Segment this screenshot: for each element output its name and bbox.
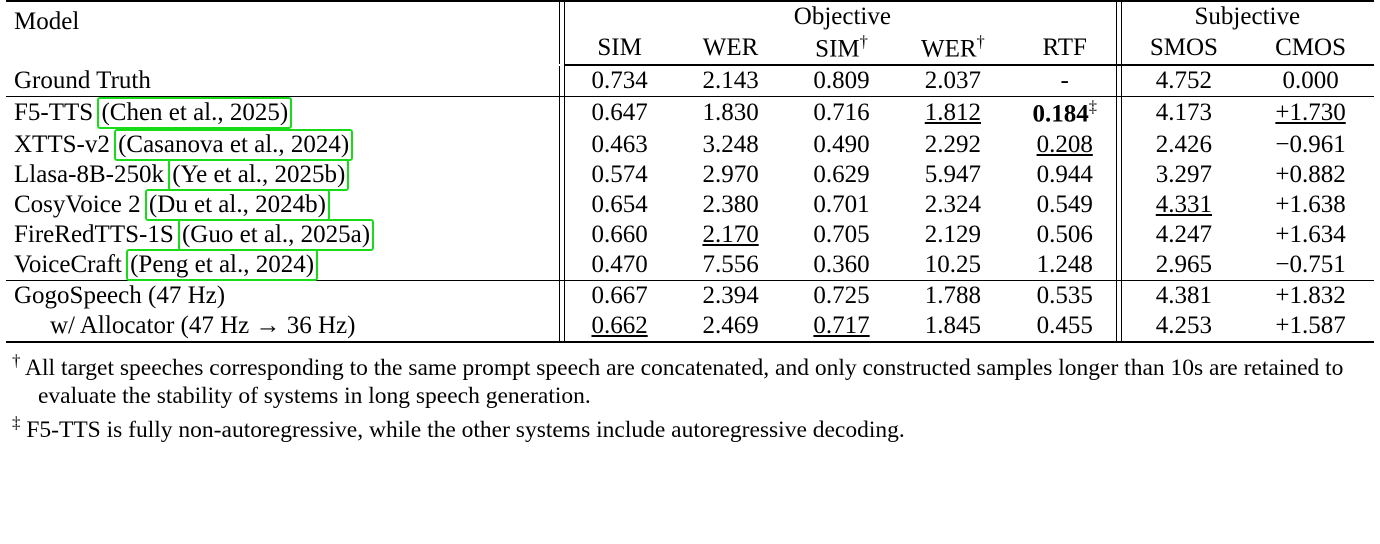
ddagger-icon: ‡ [1088,97,1097,117]
model-name: VoiceCraft (Peng et al., 2024) [6,250,564,281]
cell-wer-dagger: 1.845 [897,311,1009,342]
cell-sim-dagger: 0.725 [813,281,870,309]
cell-sim-dagger: 0.705 [813,220,870,248]
dagger-icon: † [976,32,985,51]
cell-cmos: +1.832 [1275,281,1346,309]
cell-wer: 3.248 [702,130,759,158]
header-subjective: Subjective [1121,1,1374,32]
cell-smos: 4.752 [1121,65,1248,97]
cell-sim: 0.463 [564,130,675,160]
cell-rtf: 0.184‡ [1032,97,1097,128]
cell-sim: 0.647 [564,97,675,130]
table-row-cosyvoice-2 [6,190,1374,220]
cell-rtf: 0.208 [1036,130,1093,158]
table-row-voicecraft [6,250,1374,281]
cell-wer: 2.970 [702,160,759,188]
cell-wer: 2.170 [702,220,759,248]
annotation-box-citation: (Du et al., 2024b) [148,190,326,218]
cell-sim: 0.667 [564,280,675,311]
footnote-ddagger [12,413,1370,444]
cell-sim-dagger: 0.809 [786,65,897,97]
cell-sim: 0.654 [564,190,675,220]
footnote-text: F5-TTS is fully non-autoregressive, while the other systems include autoregressive decoding. [26,416,905,443]
cell-sim: 0.660 [564,220,675,250]
cell-smos: 4.331 [1121,190,1248,220]
cell-wer-dagger: 5.947 [924,160,982,188]
cell-cmos: +1.730 [1275,99,1346,127]
cell-wer: 1.830 [702,99,759,127]
cell-sim: 0.470 [564,250,675,281]
cell-sim-dagger: 0.490 [813,130,870,158]
header-sim-dagger: SIM† [786,32,897,65]
cell-wer-dagger: 1.788 [924,281,982,309]
cell-cmos: +1.638 [1275,190,1346,218]
cell-smos: 4.173 [1121,97,1248,130]
cell-sim-dagger: 0.701 [813,190,870,218]
cell-sim-dagger: 0.360 [786,250,897,281]
cell-rtf: 0.944 [1036,160,1093,188]
cell-wer-dagger: 1.812 [924,99,982,127]
header-objective: Objective [564,1,1121,32]
dagger-icon: † [859,32,868,51]
annotation-box-citation: (Chen et al., 2025) [101,99,289,127]
model-name: Llasa-8B-250k (Ye et al., 2025b) [14,160,346,188]
annotation-box-citation: (Peng et al., 2024) [130,250,315,278]
cell-smos: 2.426 [1121,130,1248,160]
dagger-icon: † [12,350,21,370]
model-name: GogoSpeech (47 Hz) [14,281,226,309]
model-name: F5-TTS (Chen et al., 2025) [14,99,289,127]
header-wer-dagger: WER† [897,32,1009,65]
cell-smos: 3.297 [1121,160,1248,190]
cell-rtf: 0.549 [1036,190,1093,218]
model-name: CosyVoice 2 (Du et al., 2024b) [14,190,326,218]
cell-wer-dagger: 2.324 [924,190,982,218]
header-smos: SMOS [1121,32,1248,65]
cell-smos: 4.253 [1121,311,1248,342]
cell-rtf: 0.506 [1036,220,1093,248]
cell-sim-dagger: 0.716 [813,99,870,127]
cell-sim-dagger: 0.717 [786,311,897,342]
cell-wer: 2.469 [675,311,786,342]
cell-cmos: −0.751 [1247,250,1374,281]
table-header-row-1 [6,1,1374,32]
cell-cmos: +1.587 [1247,311,1374,342]
header-model: Model [6,1,564,65]
model-name: XTTS-v2 (Casanova et al., 2024) [14,130,350,158]
model-name: FireRedTTS-1S (Guo et al., 2025a) [14,220,371,248]
header-wer: WER [675,32,786,65]
cell-cmos: +1.634 [1275,220,1346,248]
cell-wer: 2.380 [702,190,759,218]
table-row-xtts-v2 [6,130,1374,160]
cell-wer: 2.394 [702,281,759,309]
footnote-text: All target speeches corresponding to the same prompt speech are concatenated, and only constructed samples longer than 10s are retained to evaluate the stability of systems in long speech generation. [25,354,1344,410]
header-sim: SIM [564,32,675,65]
footnote-dagger [12,351,1370,411]
cell-wer-dagger: 2.037 [897,65,1009,97]
cell-wer: 2.143 [675,65,786,97]
cell-rtf: 1.248 [1009,250,1121,281]
cell-cmos: −0.961 [1275,130,1346,158]
annotation-box-citation: (Casanova et al., 2024) [118,130,350,158]
cell-rtf: - [1009,65,1121,97]
cell-wer-dagger: 10.25 [897,250,1009,281]
cell-wer-dagger: 2.129 [924,220,982,248]
table-footnotes [6,351,1374,445]
cell-wer: 7.556 [675,250,786,281]
ddagger-icon: ‡ [12,412,21,432]
cell-cmos: 0.000 [1247,65,1374,97]
table-row-allocator [6,311,1374,342]
table-row-gogospeech [6,280,1374,311]
cell-smos: 2.965 [1121,250,1248,281]
cell-rtf: 0.535 [1036,281,1093,309]
cell-rtf: 0.455 [1009,311,1121,342]
header-rtf: RTF [1009,32,1121,65]
cell-sim-dagger: 0.629 [813,160,870,188]
cell-wer-dagger: 2.292 [924,130,982,158]
cell-smos: 4.247 [1121,220,1248,250]
header-cmos: CMOS [1247,32,1374,65]
table-row-llasa-8b-250k [6,160,1374,190]
cell-cmos: +0.882 [1275,160,1346,188]
table-row-fireredtts-1s [6,220,1374,250]
table-row-ground-truth [6,65,1374,97]
results-table [6,0,1374,343]
cell-sim: 0.734 [564,65,675,97]
cell-smos: 4.381 [1121,280,1248,311]
annotation-box-citation: (Ye et al., 2025b) [172,160,346,188]
cell-sim: 0.574 [564,160,675,190]
table-row-f5-tts [6,97,1374,130]
model-name: Ground Truth [6,65,564,97]
annotation-box-citation: (Guo et al., 2025a) [181,220,371,248]
model-name: w/ Allocator (47 Hz → 36 Hz) [6,311,564,342]
cell-sim: 0.662 [564,311,675,342]
